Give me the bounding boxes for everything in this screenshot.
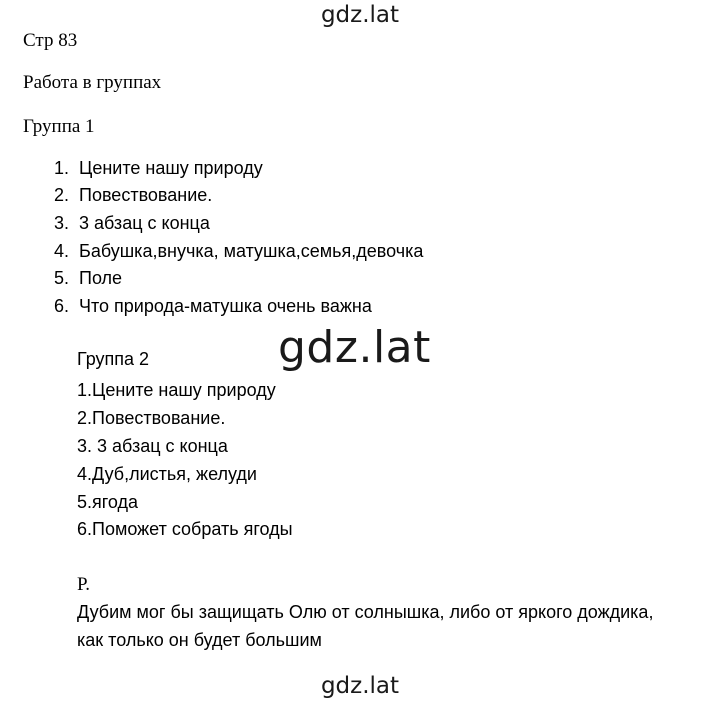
- group1-item-text: Поле: [79, 268, 123, 288]
- group1-item-text: 3 абзац с конца: [79, 213, 210, 233]
- group2-item: 6.Поможет собрать ягоды: [77, 519, 293, 539]
- group1-item-text: Повествование.: [79, 185, 213, 205]
- group2-item: 3. 3 абзац с конца: [77, 436, 228, 456]
- r-text-line: Дубим мог бы защищать Олю от солнышка, либо от яркого дождика,: [77, 602, 654, 622]
- group1-item-num: 5.: [53, 268, 69, 288]
- group2-item: 5.ягода: [77, 492, 139, 512]
- r-text-line: как только он будет большим: [77, 630, 322, 650]
- watermark-bottom: gdz.lat: [320, 673, 400, 699]
- group1-item-num: 4.: [53, 241, 69, 261]
- group1-item-num: 3.: [53, 213, 69, 233]
- r-label: Р.: [77, 574, 90, 595]
- group1-item-num: 6.: [53, 296, 69, 316]
- group2-title: Группа 2: [77, 349, 150, 369]
- group1-item-text: Цените нашу природу: [79, 158, 263, 178]
- group2-item: 1.Цените нашу природу: [77, 380, 276, 400]
- watermark-top: gdz.lat: [320, 2, 400, 28]
- group1-item-num: 2.: [53, 185, 69, 205]
- group2-item: 4.Дуб,листья, желуди: [77, 464, 257, 484]
- group1-title: Группа 1: [23, 116, 95, 137]
- group1-item-text: Что природа-матушка очень важна: [79, 296, 372, 316]
- group1-item-text: Бабушка,внучка, матушка,семья,девочка: [79, 241, 424, 261]
- section-title: Работа в группах: [23, 72, 162, 93]
- group1-item-num: 1.: [53, 158, 69, 178]
- group2-item: 2.Повествование.: [77, 408, 226, 428]
- page-number: Стр 83: [23, 30, 78, 51]
- watermark-center: gdz.lat: [278, 322, 431, 373]
